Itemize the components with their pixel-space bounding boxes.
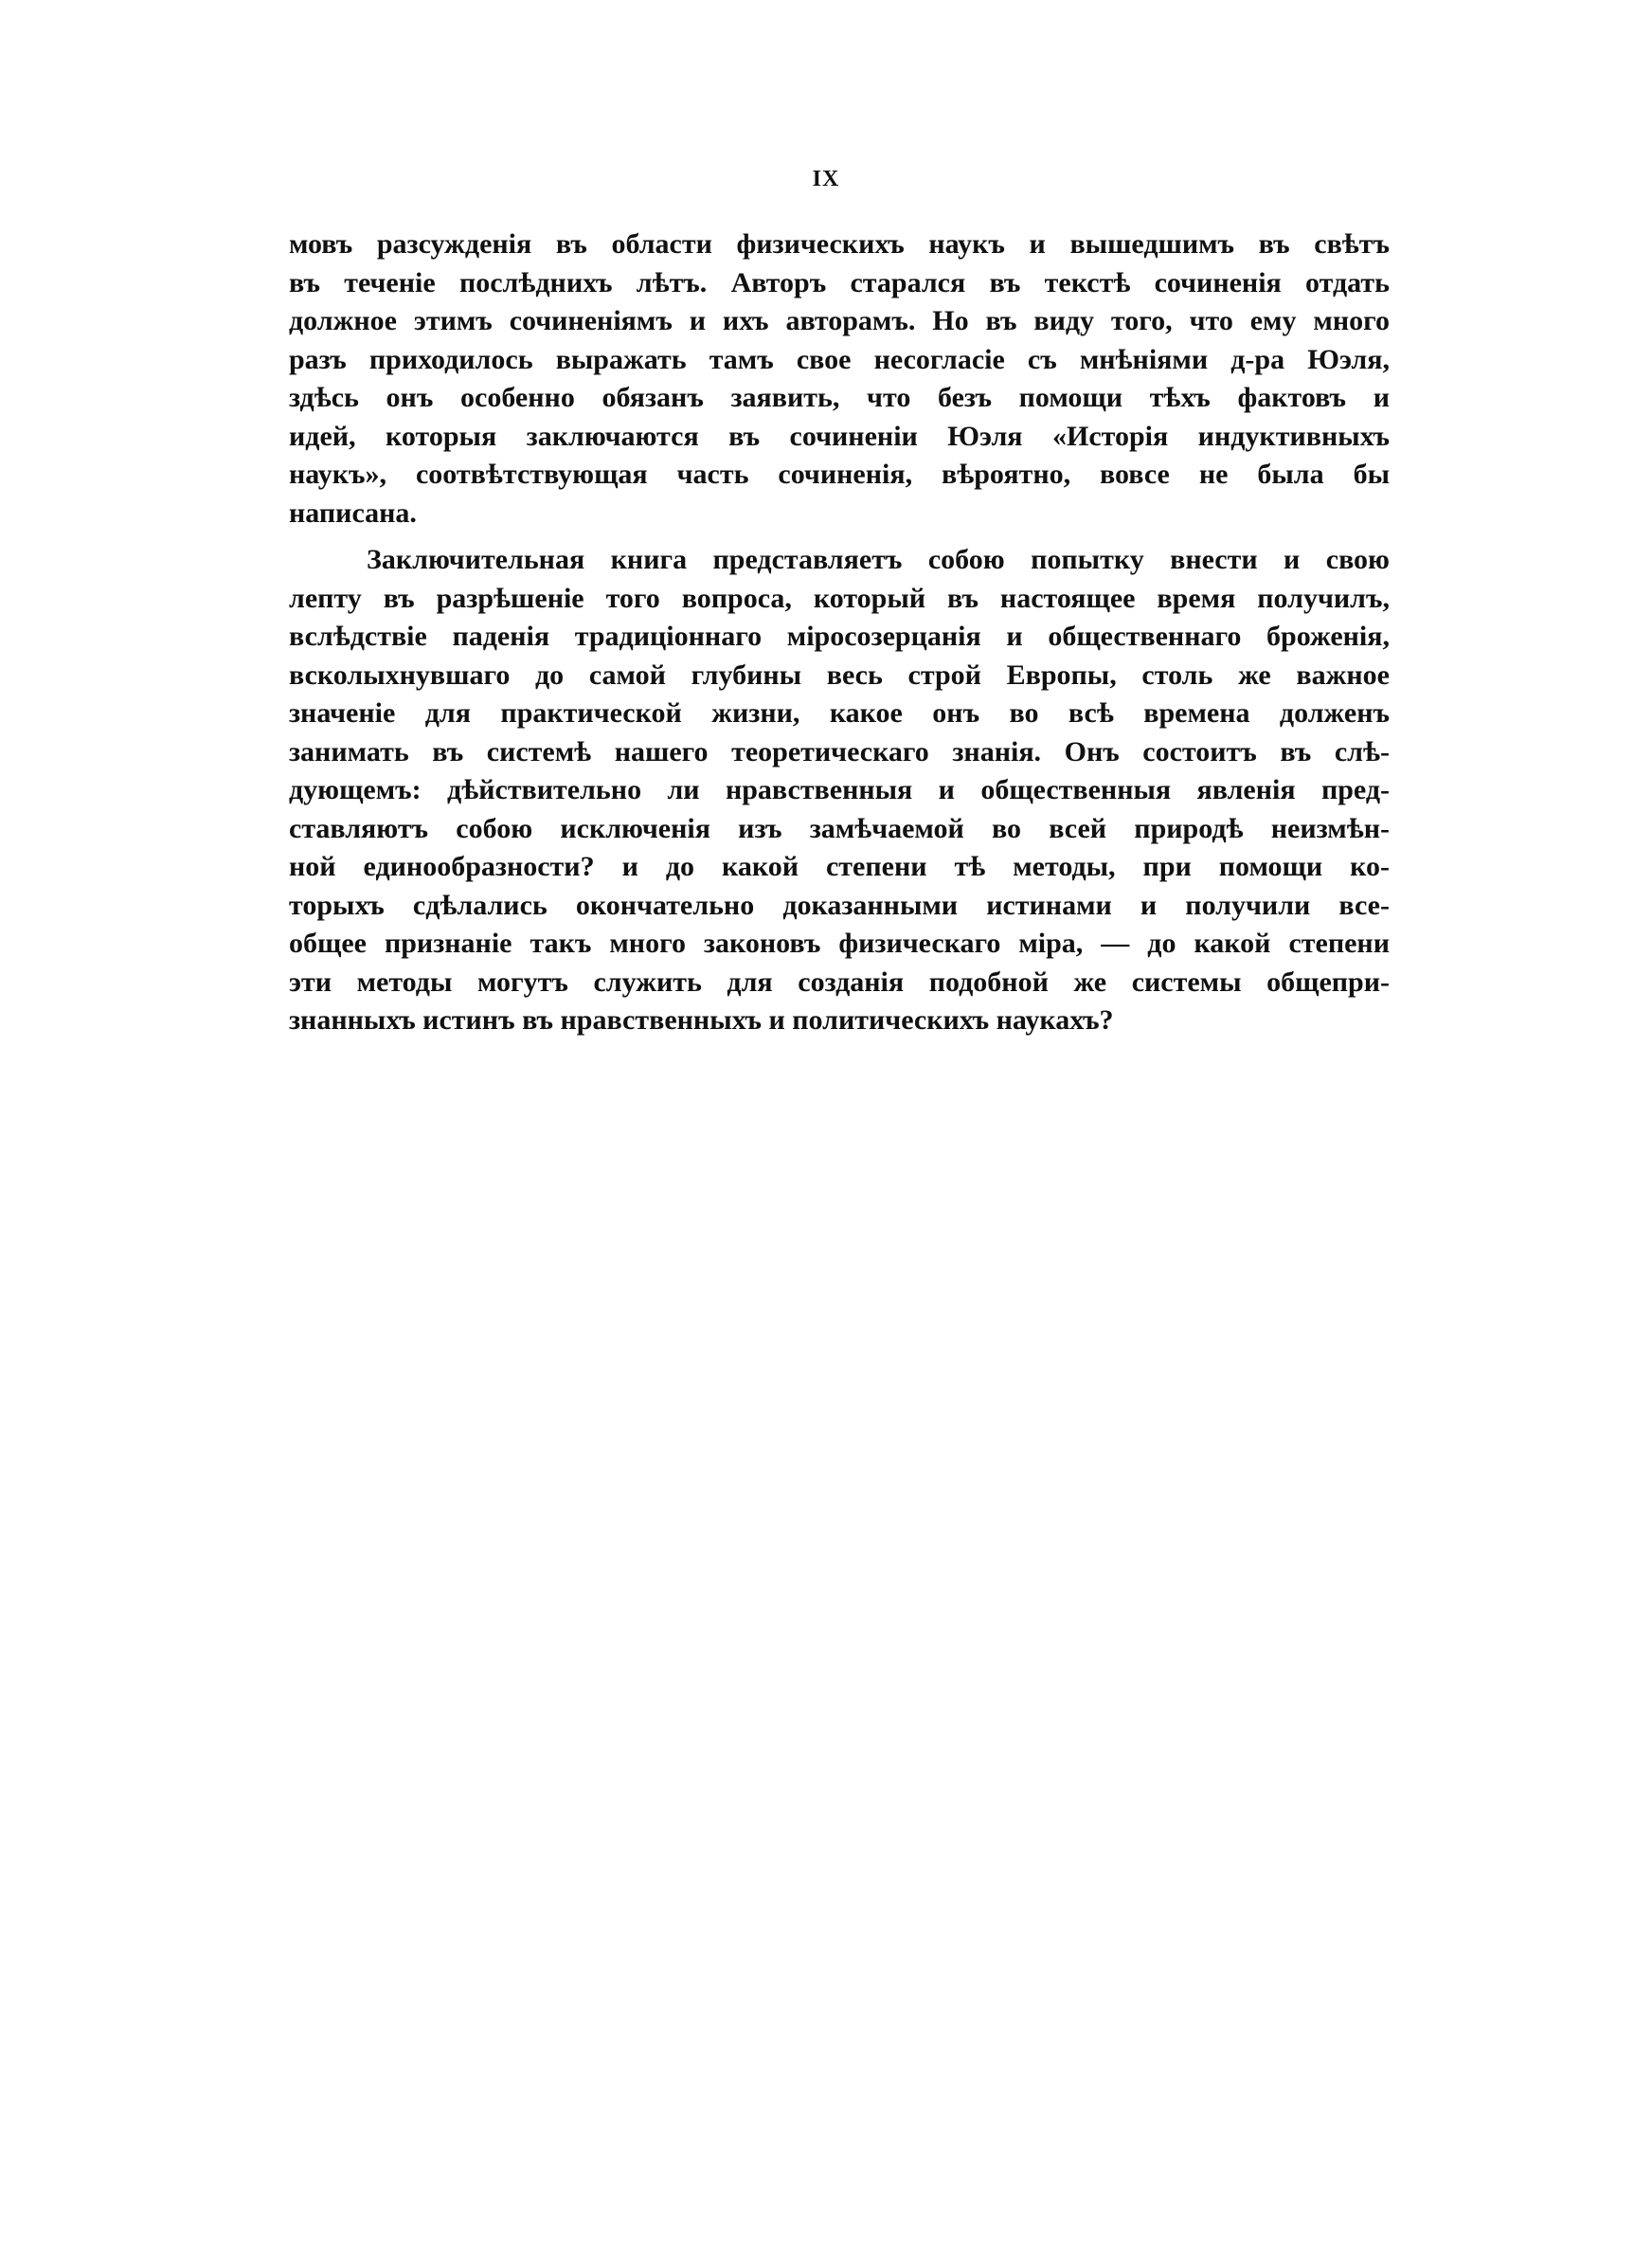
text-line: лепту въ разрѣшеніе того вопроса, который въ настоящее время получилъ, [289, 582, 1390, 614]
text-line: здѣсь онъ особенно обязанъ заявить, что безъ помощи тѣхъ фактовъ и [289, 382, 1390, 413]
text-line: эти методы могутъ служить для созданія подобной же системы общепри- [289, 966, 1390, 998]
text-line: вслѣдствіе паденія традиціоннаго міросозерцанія и общественнаго броженія, [289, 621, 1390, 652]
text-line: Заключительная книга представляетъ собою попытку внести и свою [367, 544, 1390, 575]
text-line: разъ приходилось выражать тамъ свое несогласіе съ мнѣніями д-ра Юэля, [289, 343, 1390, 375]
text-line: написана. [289, 497, 417, 529]
page-number: IX [812, 167, 840, 191]
text-line: ной единообразности? и до какой степени тѣ методы, при помощи ко- [289, 851, 1390, 882]
text-line: должное этимъ сочиненіямъ и ихъ авторамъ. Но въ виду того, что ему много [289, 305, 1390, 336]
text-line: торыхъ сдѣлались окончательно доказанными истинами и получили все- [289, 889, 1390, 921]
paragraph-2 [289, 541, 1390, 1040]
text-line: наукъ», соотвѣтствующая часть сочиненія, вѣроятно, вовсе не была бы [289, 459, 1390, 490]
text-line: общее признаніе такъ много законовъ физическаго міра, — до какой степени [289, 928, 1390, 959]
text-line: дующемъ: дѣйствительно ли нравственныя и общественныя явленія пред- [289, 774, 1390, 805]
text-line: идей, которыя заключаются въ сочиненіи Юэля «Исторія индуктивныхъ [289, 420, 1390, 452]
text-line: значеніе для практической жизни, какое онъ во всѣ времена долженъ [289, 697, 1390, 729]
text-line: знанныхъ истинъ въ нравственныхъ и политическихъ наукахъ? [289, 1004, 1114, 1036]
text-line: ставляютъ собою исключенія изъ замѣчаемой во всей природѣ неизмѣн- [289, 812, 1390, 844]
text-line: мовъ разсужденія въ области физическихъ наукъ и вышедшимъ въ свѣтъ [289, 228, 1390, 260]
text-line: занимать въ системѣ нашего теоретическаго знанія. Онъ состоитъ въ слѣ- [289, 735, 1390, 767]
paragraph-1 [289, 226, 1390, 533]
text-line: всколыхнувшаго до самой глубины весь строй Европы, столь же важное [289, 659, 1390, 691]
text-line: въ теченіе послѣднихъ лѣтъ. Авторъ старался въ текстѣ сочиненія отдать [289, 266, 1390, 298]
body-text [289, 226, 1390, 1040]
paragraph-gap [289, 533, 1390, 541]
